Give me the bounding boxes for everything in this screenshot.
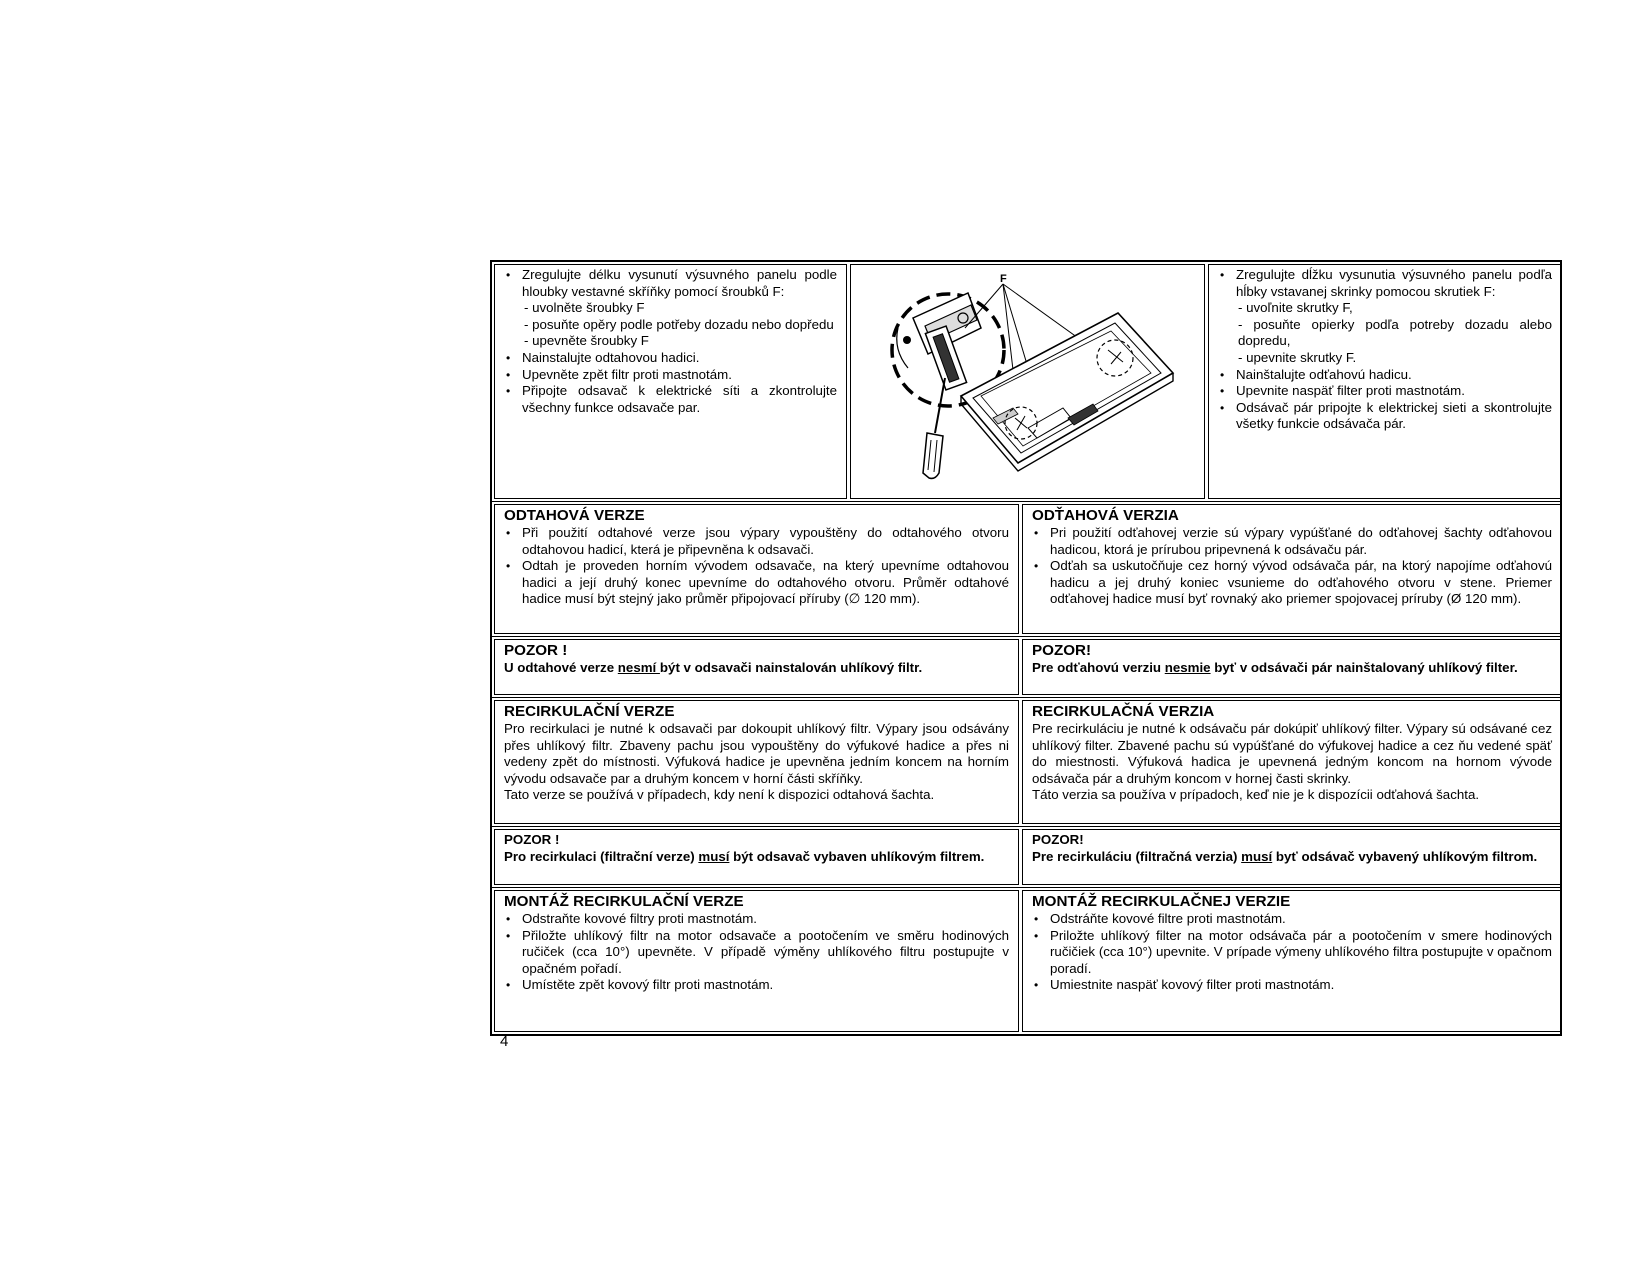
warning-title: POZOR! <box>1032 642 1092 659</box>
mounting-row <box>491 888 1561 1035</box>
list-item: • Odstraňte kovové filtry proti mastnotám. <box>504 911 1009 928</box>
warning-row-1 <box>491 637 1561 698</box>
warning-title: POZOR ! <box>504 832 560 847</box>
list-item: • Připojte odsavač k elektrické síti a zkontrolujte všechny funkce odsavače par. <box>504 383 837 416</box>
list-item: • Upevněte zpět filtr proti mastnotám. <box>504 367 837 384</box>
sk-extraction-section <box>1022 504 1562 634</box>
list-item: • Odsávač pár pripojte k elektrickej sieti a skontrolujte všetky funkcie odsávača pár. <box>1218 400 1552 433</box>
figure-label-f: F <box>999 272 1007 285</box>
warning-text: U odtahové verze nesmí být v odsavači nainstalován uhlíkový filtr. <box>504 660 923 675</box>
cz-warning <box>494 639 1019 695</box>
section-title: MONTÁŽ RECIRKULAČNÍ VERZE <box>504 893 744 910</box>
list-item: - upevnite skrutky F. <box>1238 349 1357 365</box>
extraction-row <box>491 502 1561 637</box>
warning-title: POZOR! <box>1032 832 1084 847</box>
list-item: • Nainštalujte odťahovú hadicu. <box>1218 367 1552 384</box>
list-item: • Upevnite naspäť filter proti mastnotám. <box>1218 383 1552 400</box>
warning-text: Pre odťahovú verziu nesmie byť v odsávači pár nainštalovaný uhlíkový filter. <box>1032 660 1518 675</box>
list-item: • Priložte uhlíkový filter na motor odsávača pár a pootočením v smere hodinových ručičiek (cca 10°) upevnite. V prípade výmeny uhlíkového filtra postupujte v opačnom poradí. <box>1032 928 1552 978</box>
top-row <box>491 261 1561 502</box>
list-item: • Nainstalujte odtahovou hadici. <box>504 350 837 367</box>
instruction-table <box>490 260 1562 1036</box>
section-text: Tato verze se používá v případech, kdy není k dispozici odtahová šachta. <box>504 787 935 803</box>
sk-recirculation-section <box>1022 700 1562 824</box>
list-item: • Pri použití odťahovej verzie sú výpary vypúšťané do odťahovej šachty odťahovou hadicou, ktorá je prírubou pripevnená k odsávaču pár. <box>1032 525 1552 558</box>
section-title: RECIRKULAČNÁ VERZIA <box>1032 703 1215 720</box>
warning-row-2 <box>491 827 1561 888</box>
warning-title: POZOR ! <box>504 642 568 659</box>
warning-text: Pro recirkulaci (filtrační verze) musí být odsavač vybaven uhlíkovým filtrem. <box>504 848 985 864</box>
cz-mounting-section <box>494 890 1019 1032</box>
list-item: • Přiložte uhlíkový filtr na motor odsavače a pootočením ve směru hodinových ručiček (cca 10°) upevněte. V případě výměny uhlíkového filtru postupujte v opačném pořadí. <box>504 928 1009 978</box>
page-number: 4 <box>500 1033 509 1050</box>
section-title: RECIRKULAČNÍ VERZE <box>504 703 675 720</box>
steps-list <box>522 300 837 350</box>
list-item: - posuňte opěry podle potřeby dozadu nebo dopředu <box>524 316 834 332</box>
list-item: • Odtah je proveden horním vývodem odsavače, na který upevníme odtahovou hadici a její druhý konec upevníme do odtahového otvoru. Průměr odtahové hadice musí být stejný jako průměr připojovací příruby (∅ 120 mm). <box>504 558 1009 608</box>
section-text: Táto verzia sa používa v prípadoch, keď nie je k dispozícii odťahová šachta. <box>1032 787 1480 803</box>
warning-text: Pre recirkuláciu (filtračná verzia) musí byť odsávač vybavený uhlíkovým filtrom. <box>1032 848 1538 864</box>
section-title: ODŤAHOVÁ VERZIA <box>1032 507 1179 524</box>
section-title: ODTAHOVÁ VERZE <box>504 507 645 524</box>
hood-illustration <box>850 264 1205 499</box>
section-text: Pro recirkulaci je nutné k odsavači par dokoupit uhlíkový filtr. Výpary jsou odsávány přes uhlíkový filtr. Zbaveny pachu jsou vypouštěny do výfukové hadice a přes ni vedeny zpět do místnosti. Výfuková hadice je upevněna jedním koncem na horním vývodu odsavače par a druhým koncem v horní části skříňky. <box>504 721 1009 786</box>
recirculation-row <box>491 698 1561 827</box>
sk-adjust-instructions <box>1208 264 1562 499</box>
list-item: • Odťah sa uskutočňuje cez horný vývod odsávača pár, na ktorý napojíme odťahovú hadicu a jej druhý koniec vsunieme do odťahového otvoru v stene. Priemer odťahovej hadice musí byť rovnaký ako priemer spojovacej príruby (Ø 120 mm). <box>1032 558 1552 608</box>
cz-extraction-section <box>494 504 1019 634</box>
list-item: • Umiestnite naspäť kovový filter proti mastnotám. <box>1032 977 1552 994</box>
section-text: Pre recirkuláciu je nutné k odsávaču pár dokúpiť uhlíkový filter. Výpary sú odsávané cez uhlíkový filter. Zbavené pachu sú vypúšťané do výfukovej hadice a cez ňu vedené späť do miestnosti. Výfuková hadica je upevnená jedným koncom na hornom vývode odsávača pár a druhým koncom v hornej časti skrinky. <box>1032 721 1552 786</box>
list-item: • Při použití odtahové verze jsou výpary vypouštěny do odtahového otvoru odtahovou hadicí, která je připevněna k odsavači. <box>504 525 1009 558</box>
list-item: • Zregulujte dĺžku vysunutia výsuvného panelu podľa hĺbky vstavanej skrinky pomocou skrutiek F: - uvoľnite skrutky F, - posuňte opierky podľa potreby dozadu alebo dopredu, - upevnite skrutky F. <box>1218 267 1552 367</box>
cz-warning <box>494 829 1019 885</box>
list-item: - upevněte šroubky F <box>524 333 649 349</box>
sk-mounting-section <box>1022 890 1562 1032</box>
sk-warning <box>1022 639 1562 695</box>
hood-screw-figure <box>853 268 1203 496</box>
list-item: • Odstráňte kovové filtre proti mastnotám. <box>1032 911 1552 928</box>
list-item: - posuňte opierky podľa potreby dozadu alebo dopredu, <box>1238 316 1552 349</box>
cz-adjust-instructions <box>494 264 847 499</box>
list-item: - uvolněte šroubky F <box>524 300 645 316</box>
sk-warning <box>1022 829 1562 885</box>
steps-list <box>1236 300 1552 366</box>
list-item: • Umístěte zpět kovový filtr proti mastnotám. <box>504 977 1009 994</box>
section-title: MONTÁŽ RECIRKULAČNEJ VERZIE <box>1032 893 1291 910</box>
list-item: • Zregulujte délku vysunutí výsuvného panelu podle hloubky vestavné skříňky pomocí šroubků F: - uvolněte šroubky F - posuňte opěry podle potřeby dozadu nebo dopředu - upevněte šroubky F <box>504 267 837 350</box>
cz-recirculation-section <box>494 700 1019 824</box>
list-item: - uvoľnite skrutky F, <box>1238 300 1353 316</box>
